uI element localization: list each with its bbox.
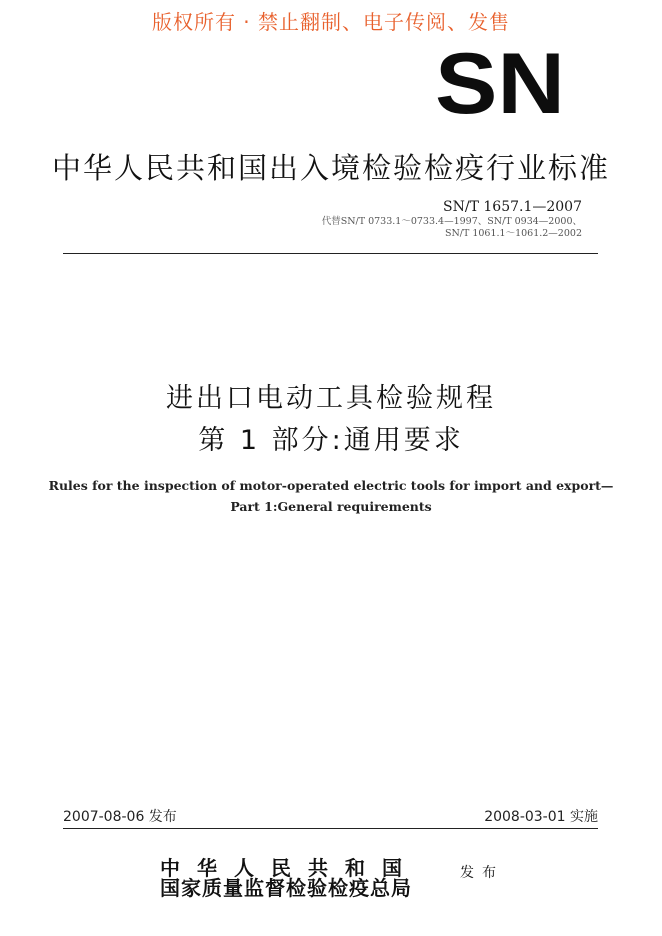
replaces-line-2: SN/T 1061.1～1061.2—2002 (444, 228, 582, 239)
standard-number: SN/T 1657.1—2007 (443, 199, 582, 215)
sn-logo (434, 50, 566, 116)
replaces-line-1: 代替SN/T 0733.1～0733.4—1997、SN/T 0934—2000、 (321, 216, 582, 227)
title-cn-line-1: 进出口电动工具检验规程 (166, 383, 496, 414)
standard-category: 中华人民共和国出入境检验检疫行业标准 (51, 151, 610, 185)
footer-divider (63, 828, 598, 829)
title-cn-line-2: 第 1 部分:通用要求 (198, 425, 464, 456)
implement-date: 2008-03-01 实施 (484, 809, 598, 825)
title-en-line-1: Rules for the inspection of motor-operated electric tools for import and export— (48, 478, 614, 493)
issuer-line-1: 中华人民共和国 (160, 856, 419, 880)
issue-date: 2007-08-06 发布 (63, 809, 177, 825)
title-en-line-2: Part 1:General requirements (230, 499, 432, 514)
copyright-notice: 版权所有 · 禁止翻制、电子传阅、发售 (151, 10, 511, 34)
logo-text: SN (435, 50, 565, 116)
standard-number-block (322, 198, 582, 240)
publish-label: 发布 (460, 865, 504, 881)
header-divider (63, 253, 598, 254)
issuer-line-2: 国家质量监督检验检疫总局 (160, 876, 412, 900)
